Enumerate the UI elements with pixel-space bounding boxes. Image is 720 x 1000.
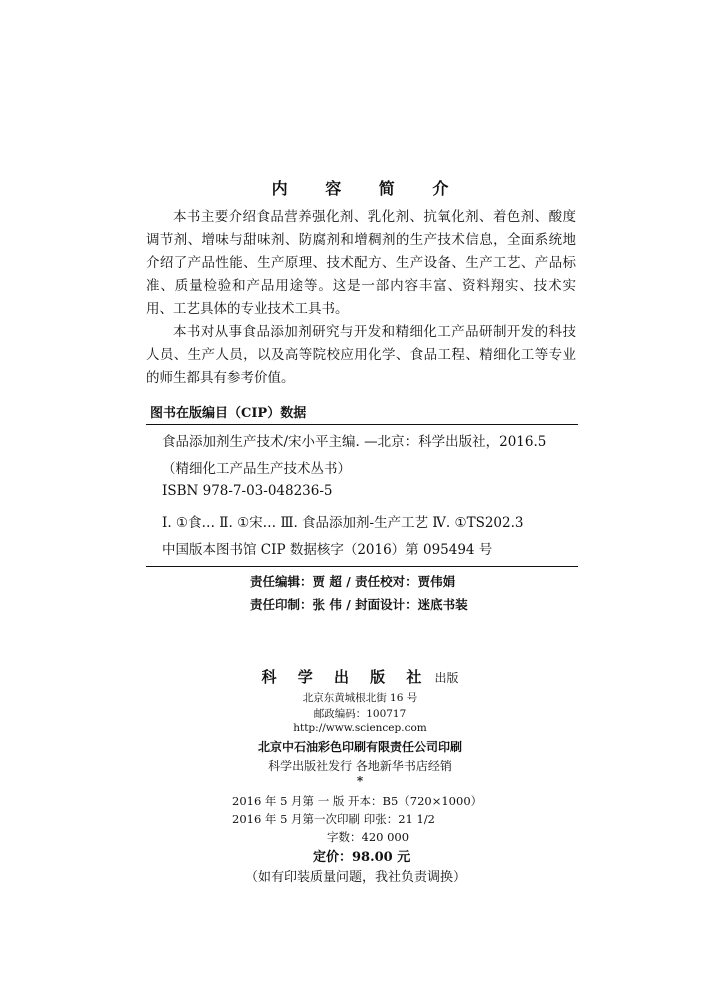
cip-top-rule xyxy=(146,424,578,425)
cip-heading: 图书在版编目（CIP）数据 xyxy=(150,406,307,421)
cip-line-citation: 食品添加剂生产技术/宋小平主编. —北京：科学出版社，2016.5 xyxy=(162,434,547,450)
edition-line: 2016 年 5 月第 一 版 开本：B5（720×1000） xyxy=(232,794,483,808)
price-line: 定价：98.00 元 xyxy=(313,850,411,865)
word-count-line: 字数：420 000 xyxy=(327,830,410,844)
publisher-website: http://www.sciencep.com xyxy=(293,722,427,734)
publisher-suffix: 出版 xyxy=(434,671,459,685)
cip-bottom-rule xyxy=(146,566,578,567)
summary-paragraph: 本书对从事食品添加剂研究与开发和精细化工产品研制开发的科技人员、生产人员，以及高等院校应用化学、食品工程、精细化工等专业的师生都具有参考价值。 xyxy=(146,324,576,386)
summary-body xyxy=(146,206,576,390)
cip-line-series: （精细化工产品生产技术丛书） xyxy=(162,461,351,477)
replacement-notice: （如有印装质量问题，我社负责调换） xyxy=(245,870,467,885)
cip-line-record-number: 中国版本图书馆 CIP 数据核字（2016）第 095494 号 xyxy=(162,542,493,558)
staff-print-line: 责任印制：张 伟 / 封面设计：迷底书装 xyxy=(250,597,468,612)
summary-heading: 内 容 简 介 xyxy=(271,179,465,198)
staff-editor-line: 责任编辑：贾 超 / 责任校对：贾伟娟 xyxy=(250,574,456,589)
cip-line-isbn: ISBN 978-7-03-048236-5 xyxy=(162,483,333,499)
publisher-logo: 科 学 出 版 社 xyxy=(261,668,430,686)
cip-line-classification: Ⅰ. ①食… Ⅱ. ①宋… Ⅲ. 食品添加剂-生产工艺 Ⅳ. ①TS202.3 xyxy=(162,515,524,531)
publisher-address: 北京东黄城根北街 16 号 xyxy=(302,692,418,704)
distribution-line: 科学出版社发行 各地新华书店经销 xyxy=(268,759,452,773)
publisher-line xyxy=(0,666,720,687)
printing-line: 2016 年 5 月第一次印刷 印张：21 1/2 xyxy=(232,812,436,826)
summary-paragraph: 本书主要介绍食品营养强化剂、乳化剂、抗氧化剂、着色剂、酸度调节剂、增味与甜味剂、防腐剂和增稠剂的生产技术信息，全面系统地介绍了产品性能、生产原理、技术配方、生产设备、生产工艺、产品标准、质量检验和产品用途等。这是一部内容丰富、资料翔实、技术实用、工艺具体的专业技术工具书。 xyxy=(146,209,576,317)
publisher-postcode: 邮政编码：100717 xyxy=(313,708,407,720)
separator-asterisk: * xyxy=(356,774,364,788)
printer-line: 北京中石油彩色印刷有限责任公司印刷 xyxy=(257,740,462,754)
